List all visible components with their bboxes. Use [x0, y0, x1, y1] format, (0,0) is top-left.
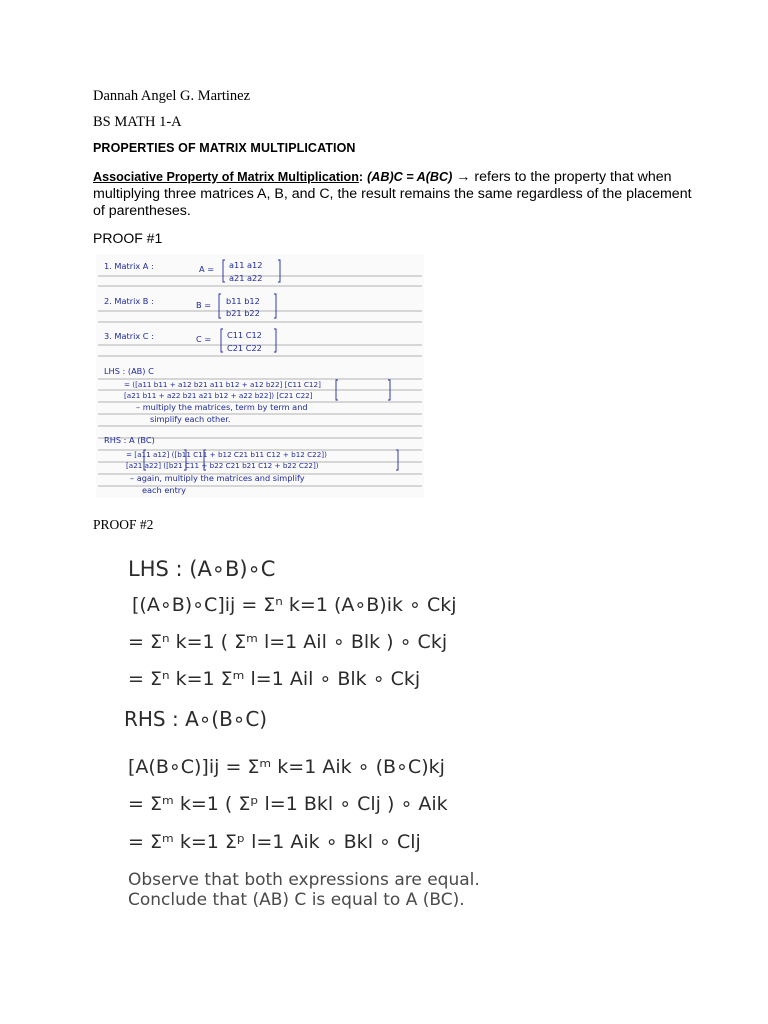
- p1-rhs-row1: = [a11 a12] ([b11 C11 + b12 C21 b11 C12 + b12 C22]): [126, 450, 327, 459]
- p2-line-4: = Σⁿ k=1 Σᵐ l=1 Ail ∘ Blk ∘ Ckj: [128, 668, 421, 690]
- p1-rhs-note1: – again, multiply the matrices and simplify: [130, 473, 305, 483]
- proof2-handwritten-image: [118, 548, 618, 918]
- p1-lhs-title: LHS : (AB) C: [104, 366, 154, 376]
- p1-b-row1: b11 b12: [226, 296, 260, 306]
- p2-line-5: RHS : A∘(B∘C): [124, 707, 268, 731]
- proof1-handwritten-image: [96, 254, 424, 498]
- p1-b-eq: B =: [196, 300, 212, 310]
- p2-line-6: [A(B∘C)]ij = Σᵐ k=1 Aik ∘ (B∘C)kj: [128, 756, 445, 778]
- property-description: → refers to the property that when multiplying three matrices A, B, and C, the result remains the same regardless of the placement of parentheses.: [93, 169, 692, 219]
- p2-line-3: = Σⁿ k=1 ( Σᵐ l=1 Ail ∘ Blk ) ∘ Ckj: [128, 631, 448, 653]
- p1-c-title: 3. Matrix C :: [104, 331, 154, 341]
- term-colon: :: [358, 170, 364, 184]
- p2-line-7: = Σᵐ k=1 ( Σᵖ l=1 Bkl ∘ Clj ) ∘ Aik: [128, 793, 448, 815]
- intro-paragraph: [93, 169, 693, 220]
- p1-c-eq: C =: [196, 334, 212, 344]
- property-formula: (AB)C = A(BC): [367, 170, 453, 184]
- p2-line-9: Observe that both expressions are equal.: [128, 870, 480, 890]
- p1-lhs-row2: [a21 b11 + a22 b21 a21 b12 + a22 b22]) [C21 C22]: [124, 391, 313, 400]
- p1-lhs-note1: – multiply the matrices, term by term and: [136, 402, 308, 412]
- p1-a-title: 1. Matrix A :: [104, 261, 154, 271]
- property-term: Associative Property of Matrix Multiplication: [93, 170, 359, 184]
- proof1-label: PROOF #1: [93, 230, 163, 246]
- p1-lhs-note2: simplify each other.: [150, 414, 231, 424]
- p1-c-row2: C21 C22: [227, 343, 262, 353]
- program-line: BS MATH 1-A: [93, 114, 182, 130]
- p2-line-2: [(A∘B)∘C]ij = Σⁿ k=1 (A∘B)ik ∘ Ckj: [132, 594, 457, 616]
- p2-line-10: Conclude that (AB) C is equal to A (BC).: [128, 890, 465, 910]
- author-name: Dannah Angel G. Martinez: [93, 88, 251, 104]
- p1-lhs-row1: = ([a11 b11 + a12 b21 a11 b12 + a12 b22] [C11 C12]: [124, 380, 321, 389]
- p1-a-row2: a21 a22: [229, 273, 263, 283]
- p2-line-8: = Σᵐ k=1 Σᵖ l=1 Aik ∘ Bkl ∘ Clj: [128, 831, 421, 853]
- section-heading: PROPERTIES OF MATRIX MULTIPLICATION: [93, 141, 356, 155]
- p2-line-1: LHS : (A∘B)∘C: [128, 557, 276, 581]
- p1-b-title: 2. Matrix B :: [104, 296, 154, 306]
- p1-a-row1: a11 a12: [229, 260, 263, 270]
- p1-c-row1: C11 C12: [227, 330, 262, 340]
- p1-b-row2: b21 b22: [226, 308, 260, 318]
- p1-rhs-row2: [a21 a22] ([b21 C11 + b22 C21 b21 C12 + b22 C22]): [126, 461, 319, 470]
- p1-rhs-title: RHS : A (BC): [104, 435, 155, 445]
- p1-rhs-note2: each entry: [142, 485, 186, 495]
- proof2-label: PROOF #2: [93, 517, 154, 532]
- p1-a-eq: A =: [199, 264, 215, 274]
